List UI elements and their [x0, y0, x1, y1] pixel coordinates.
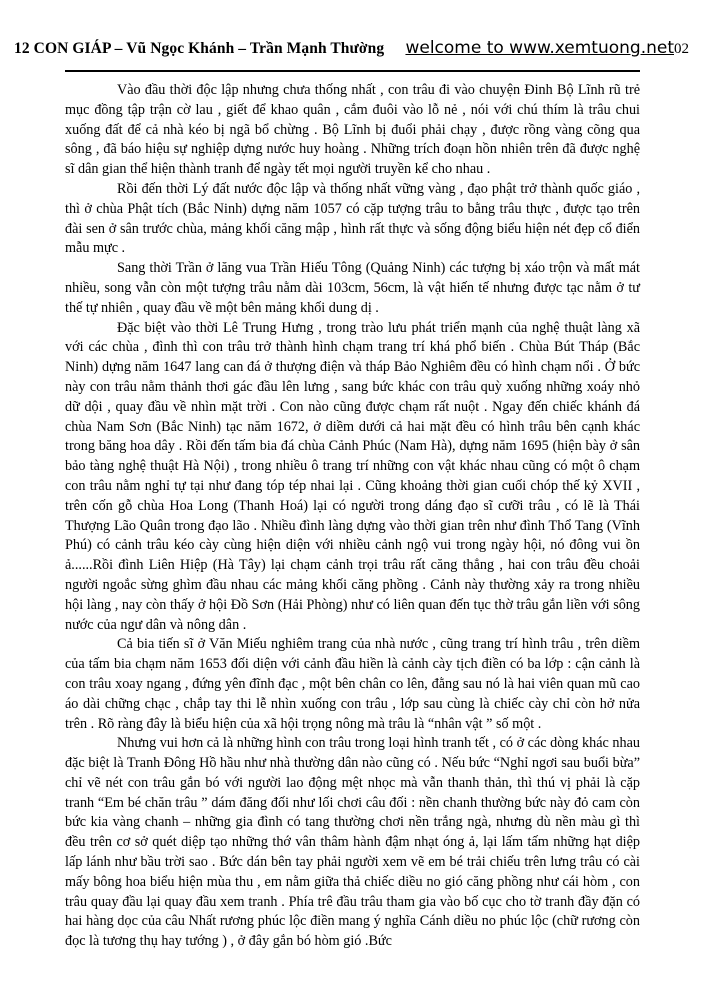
paragraph: Sang thời Trần ở lăng vua Trần Hiếu Tông (Quảng Ninh) các tượng bị xáo trộn và mất mát nhiều, song vẫn còn một tượng trâu nằm dài 103cm, 56cm, là vật hiến tế nhưng được tạc nằm ở tư thế tự nhiên , quay đầu về một bên mảng khối dung dị . — [65, 260, 640, 316]
header-divider — [65, 70, 640, 72]
document-title: 12 CON GIÁP – Vũ Ngọc Khánh – Trần Mạnh Thường — [14, 40, 385, 57]
paragraph: Cả bia tiến sĩ ở Văn Miếu nghiêm trang của nhà nước , cũng trang trí hình trâu , trên diềm của tấm bia chạm năm 1653 đối diện với cảnh đầu hiền là cảnh cày tịch điền có ba lớp : cận cảnh là con trâu xoay ngang , đứng yên đĩnh đạc , một bên chân co lên, đằng sau nó là hai viên quan mũ cao áo dài chững chạc , chắp tay thi lễ nhìn xuống con trâu , lớp sau cùng là chiếc cày chỉ còn hở nửa trên . Rõ ràng đây là biểu hiện của xã hội trọng nông mà trâu là “nhân vật ” số một . — [65, 636, 640, 732]
paragraph: Đặc biệt vào thời Lê Trung Hưng , trong trào lưu phát triển mạnh của nghệ thuật làng xã với các chùa , đình thì con trâu trở thành hình chạm trang trí khá phổ biến . Chùa Bút Tháp (Bắc Ninh) dựng năm 1647 lang can đá ở thượng điện và tháp Bảo Nghiêm đều có hình chạm nổi . Ở bức này con trâu nằm thảnh thơi gác đầu lên lưng , sang bức khác con trâu quỳ xuống những xoáy nhỏ dữ dội , quay đầu về nhìn mặt trời . Con nào cũng được chạm rất nuột . Ngay đến chiếc khánh đá chùa Nam Sơn (Bắc Ninh) tạc năm 1672, ở diềm dưới cả hai mặt đều có hình trâu bên cạnh khác trong băng hoa dây . Rồi đến tấm bia đá chùa Cảnh Phúc (Nam Hà), dựng năm 1695 (hiện bày ở sân bảo tàng nghệ thuật Hà Nội) , trong nhiều ô trang trí những con vật khác nhau cũng có một ô chạm con trâu nằm nghỉ tự tại như đang tóp tép nhai lại . Cũng khoảng thời gian cuối chóp thế kỷ XVII , trên cốn gỗ chùa Hoa Long (Thanh Hoá) lại có người trong dáng đạo sĩ cưỡi trâu , có lẽ là Thái Thượng Lão Quân trong đạo lão . Nhiều đình làng dựng vào thời gian trên như đình Thổ Tang (Vĩnh Phú) có cảnh trâu kéo cày cùng hiện diện với nhiều cảnh ngộ vui trong ngày hội, nó đông vui ồn ả......Rồi đình Liên Hiệp (Hà Tây) lại chạm cảnh trọi trâu rất căng thẳng , hai con trâu đều choải người ngoắc sừng ghìm đầu nhau các mảng khối căng phồng . Cảnh này thường xảy ra trong nhiều hội làng , nay còn thấy ở hội Đồ Sơn (Hải Phòng) như có liên quan đến tục thờ trâu gắn liền với sông nước của ngư dân và nông dân . — [65, 319, 640, 633]
website-link[interactable]: welcome to www.xemtuong.net — [405, 38, 674, 58]
header-right — [405, 38, 689, 58]
document-body — [65, 81, 640, 952]
paragraph: Rồi đến thời Lý đất nước độc lập và thống nhất vững vàng , đạo phật trở thành quốc giáo , thì ở chùa Phật tích (Bắc Ninh) dựng năm 1057 có cặp tượng trâu to bằng trâu thực , được tạo trên đài sen ở sân trước chùa, mảng khối căng mập , hình rất thực và sống động biểu hiện nét đẹp cổ điển mẫu mực . — [65, 180, 640, 257]
page-number: 02 — [674, 41, 689, 57]
page-header — [0, 0, 702, 58]
paragraph: Vào đầu thời độc lập nhưng chưa thống nhất , con trâu đi vào chuyện Đinh Bộ Lĩnh rũ trẻ mục đồng tập trận cờ lau , giết để khao quân , cắm đuôi vào lỗ nẻ , nói với chú thím là trâu chui xuống đất để cả nhà kéo bị ngã bổ chừng . Bộ Lĩnh bị đuổi phải chạy , được rồng vàng cõng qua sông , đã báo hiệu sự nghiệp dựng nước huy hoàng . Những trích đoạn hồn nhiên trên đã được nghệ sĩ dân gian thể hiện thành tranh để ngày tết mọi người truyền kể cho nhau . — [65, 82, 640, 178]
paragraph: Nhưng vui hơn cả là những hình con trâu trong loại hình tranh tết , có ở các dòng khác nhau đặc biệt là Tranh Đông Hồ hầu như nhà thường dân nào cũng có . Nếu bức “Nghỉ ngơi sau buổi bừa” chỉ vẽ nét con trâu gắn bó với người lao động mệt nhọc mà vẫn thanh thản, thì thú vị phải là cặp tranh “Em bé chăn trâu ” dám đăng đối như lối chơi câu đối : nền chanh thường bức này đỏ cam còn bức kia vàng chanh – những gia đình có tang thường chơi nền trắng ngà, nhưng dù nền màu gì thì đều trên cơ sở quét diệp tạo những thớ vân thâm hành đậm nhạt óng ả, lại lấm tấm những hạt diệp lấp lánh như bầu trời sao . Bức dán bên tay phải người xem vẽ em bé trải chiếu trên lưng trâu có cài mấy bông hoa biểu hiện mùa thu , em nằm giữa thả chiếc diều no gió căng phồng như cái hòm , con trâu quay đầu lại quay đầu xem tranh . Phía trê đầu trâu tham gia vào bố cục cho tờ tranh đầy đặn có hai hàng dọc của câu Nhất rương phúc lộc điền mang ý nghĩa Cánh diều no phúc lộc (chữ rương còn đọc là tương thụ hay tướng ) , ở đây gắn bó hòm gió .Bức — [65, 735, 640, 950]
